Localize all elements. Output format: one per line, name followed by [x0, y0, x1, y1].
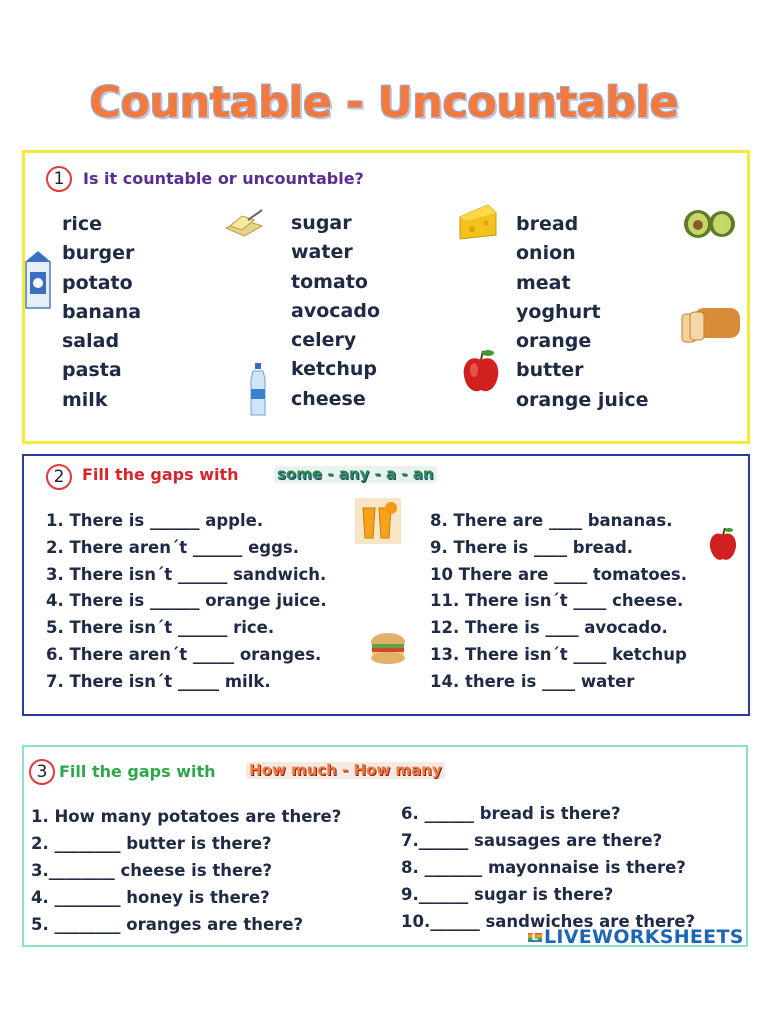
- sentences-left: [46, 508, 327, 696]
- word-column-1: [62, 210, 141, 415]
- word-item: milk: [62, 388, 108, 411]
- word-item: tomato: [291, 270, 368, 293]
- orange-juice-glasses-icon: [355, 498, 401, 544]
- sentence-item: 9. There is ____ bread.: [430, 537, 634, 557]
- sentence-item: 8. There are ____ bananas.: [430, 511, 673, 530]
- question-item: 4. ________ honey is there?: [31, 888, 270, 907]
- question-item: 7.______ sausages are there?: [401, 831, 663, 850]
- section-number-1: 1: [46, 166, 72, 192]
- section3-word-bank: How much - How many: [246, 762, 445, 779]
- question-item: 6. ______ bread is there?: [401, 804, 621, 823]
- question-item: 8. _______ mayonnaise is there?: [401, 858, 686, 877]
- liveworksheets-logo: L LIVEWORKSHEETS: [528, 926, 744, 948]
- sentences-right: [430, 508, 687, 696]
- sentence-item: 2. There aren´t ______ eggs.: [46, 537, 299, 557]
- word-item: sugar: [291, 212, 352, 234]
- word-item: banana: [62, 300, 142, 323]
- section-countable-list: [22, 150, 750, 444]
- word-item: cheese: [291, 387, 366, 410]
- word-item: celery: [291, 329, 357, 352]
- section3-heading: Fill the gaps with: [59, 762, 216, 781]
- word-item: potato: [62, 271, 133, 294]
- question-item: 3.________ cheese is there?: [31, 861, 273, 880]
- sentence-item: 13. There isn´t ____ ketchup: [430, 644, 687, 664]
- word-item: yoghurt: [516, 300, 601, 323]
- brand-mark-icon: L: [528, 933, 542, 942]
- word-item: orange: [516, 330, 592, 353]
- word-item: bread: [516, 213, 579, 235]
- word-column-2: [291, 209, 380, 414]
- apple-icon: [460, 348, 502, 396]
- bread-loaf-icon: [678, 300, 744, 344]
- milk-carton-icon: [22, 248, 54, 312]
- question-item: 10.______ sandwiches are there?: [401, 912, 696, 931]
- sentence-item: 3. There isn´t ______ sandwich.: [46, 564, 327, 584]
- sandwich-icon: [368, 628, 408, 668]
- word-item: water: [291, 241, 353, 264]
- question-item: 5. ________ oranges are there?: [31, 915, 304, 934]
- question-item: 1. How many potatoes are there?: [31, 807, 342, 826]
- cheese-icon: [456, 201, 498, 241]
- worksheet-title: Countable - Uncountable: [89, 78, 679, 128]
- section-some-any: [22, 454, 750, 716]
- word-item: butter: [516, 359, 584, 382]
- question-item: 2. ________ butter is there?: [31, 834, 272, 853]
- avocado-icon: [680, 204, 738, 240]
- word-item: rice: [62, 213, 103, 235]
- apple-icon: [707, 525, 739, 565]
- word-item: salad: [62, 330, 120, 353]
- section-number-2: 2: [46, 464, 72, 490]
- sentence-item: 14. there is ____ water: [430, 671, 635, 691]
- butter-icon: [222, 206, 266, 240]
- questions-right: [401, 800, 695, 935]
- sentence-item: 10 There are ____ tomatoes.: [430, 564, 687, 584]
- sentence-item: 6. There aren´t _____ oranges.: [46, 644, 322, 664]
- section2-word-bank: some - any - a - an: [274, 466, 437, 483]
- sentence-item: 11. There isn´t ____ cheese.: [430, 591, 684, 611]
- section1-heading: Is it countable or uncountable?: [83, 169, 364, 188]
- sentence-item: 1. There is ______ apple.: [46, 511, 264, 530]
- word-item: burger: [62, 242, 135, 265]
- water-bottle-icon: [246, 361, 270, 417]
- question-item: 9.______ sugar is there?: [401, 885, 614, 904]
- word-column-3: [516, 210, 649, 415]
- word-item: onion: [516, 242, 576, 265]
- word-item: ketchup: [291, 358, 378, 381]
- questions-left: [31, 803, 341, 938]
- word-item: pasta: [62, 359, 122, 382]
- word-item: avocado: [291, 299, 380, 322]
- word-item: orange juice: [516, 388, 649, 411]
- sentence-item: 5. There isn´t ______ rice.: [46, 618, 275, 638]
- word-item: meat: [516, 271, 571, 294]
- section-how-much-many: [22, 745, 748, 947]
- sentence-item: 12. There is ____ avocado.: [430, 618, 668, 638]
- section-number-3: 3: [29, 759, 55, 785]
- sentence-item: 7. There isn´t _____ milk.: [46, 671, 271, 691]
- section2-heading: Fill the gaps with: [82, 465, 239, 484]
- sentence-item: 4. There is ______ orange juice.: [46, 591, 327, 611]
